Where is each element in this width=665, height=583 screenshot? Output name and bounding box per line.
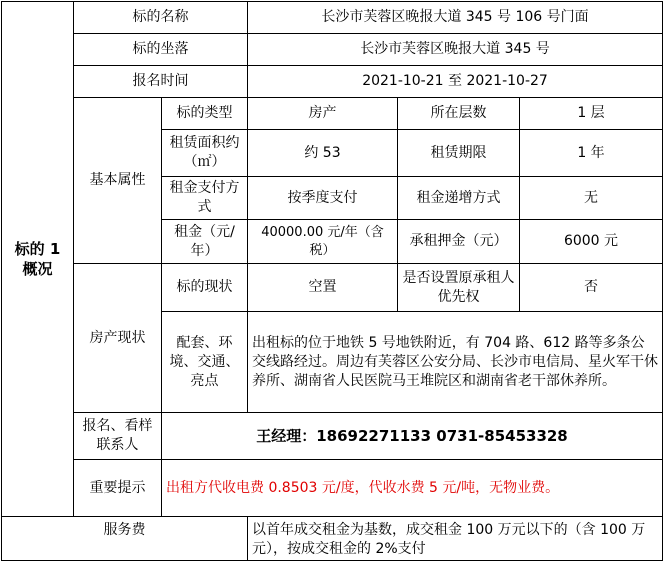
location-label: 标的坐落 [74, 34, 248, 66]
deposit-label: 承租押金（元） [398, 220, 520, 264]
facilities-value: 出租标的位于地铁 5 号地铁附近，有 704 路、612 路等多条公交线路经过。周边有芙蓉区公安分局、长沙市电信局、星火军干休养所、湖南省人民医院马王堆院区和湖南省老干部休养所。 [248, 312, 663, 413]
facilities-label: 配套、环境、交通、亮点 [162, 312, 248, 413]
type-value: 房产 [248, 98, 398, 130]
notice-value: 出租方代收电费 0.8503 元/度，代收水费 5 元/吨，无物业费。 [162, 460, 663, 517]
contact-value: 王经理：18692271133 0731-85453328 [162, 413, 663, 460]
deposit-value: 6000 元 [520, 220, 663, 264]
location-value: 长沙市芙蓉区晚报大道 345 号 [248, 34, 663, 66]
increase-label: 租金递增方式 [398, 177, 520, 220]
payment-label: 租金支付方式 [162, 177, 248, 220]
service-fee-value: 以首年成交租金为基数，成交租金 100 万元以下的（含 100 万元），按成交租金的 2%支付 [248, 517, 663, 561]
property-status-label: 房产现状 [74, 264, 162, 413]
floor-value: 1 层 [520, 98, 663, 130]
status-value: 空置 [248, 264, 398, 312]
term-value: 1 年 [520, 130, 663, 177]
basic-attributes-label: 基本属性 [74, 98, 162, 264]
service-fee-label: 服务费 [2, 517, 248, 561]
signup-time-label: 报名时间 [74, 66, 248, 98]
floor-label: 所在层数 [398, 98, 520, 130]
notice-label: 重要提示 [74, 460, 162, 517]
rent-value: 40000.00 元/年（含税） [248, 220, 398, 264]
contact-label: 报名、看样联系人 [74, 413, 162, 460]
area-value: 约 53 [248, 130, 398, 177]
priority-value: 否 [520, 264, 663, 312]
increase-value: 无 [520, 177, 663, 220]
area-label: 租赁面积约（㎡） [162, 130, 248, 177]
name-label: 标的名称 [74, 2, 248, 34]
lease-info-table [1, 1, 663, 561]
status-label: 标的现状 [162, 264, 248, 312]
name-value: 长沙市芙蓉区晚报大道 345 号 106 号门面 [248, 2, 663, 34]
signup-time-value: 2021-10-21 至 2021-10-27 [248, 66, 663, 98]
payment-value: 按季度支付 [248, 177, 398, 220]
section-label: 标的 1 概况 [2, 2, 74, 517]
term-label: 租赁期限 [398, 130, 520, 177]
type-label: 标的类型 [162, 98, 248, 130]
rent-label: 租金（元/年） [162, 220, 248, 264]
priority-label: 是否设置原承租人优先权 [398, 264, 520, 312]
